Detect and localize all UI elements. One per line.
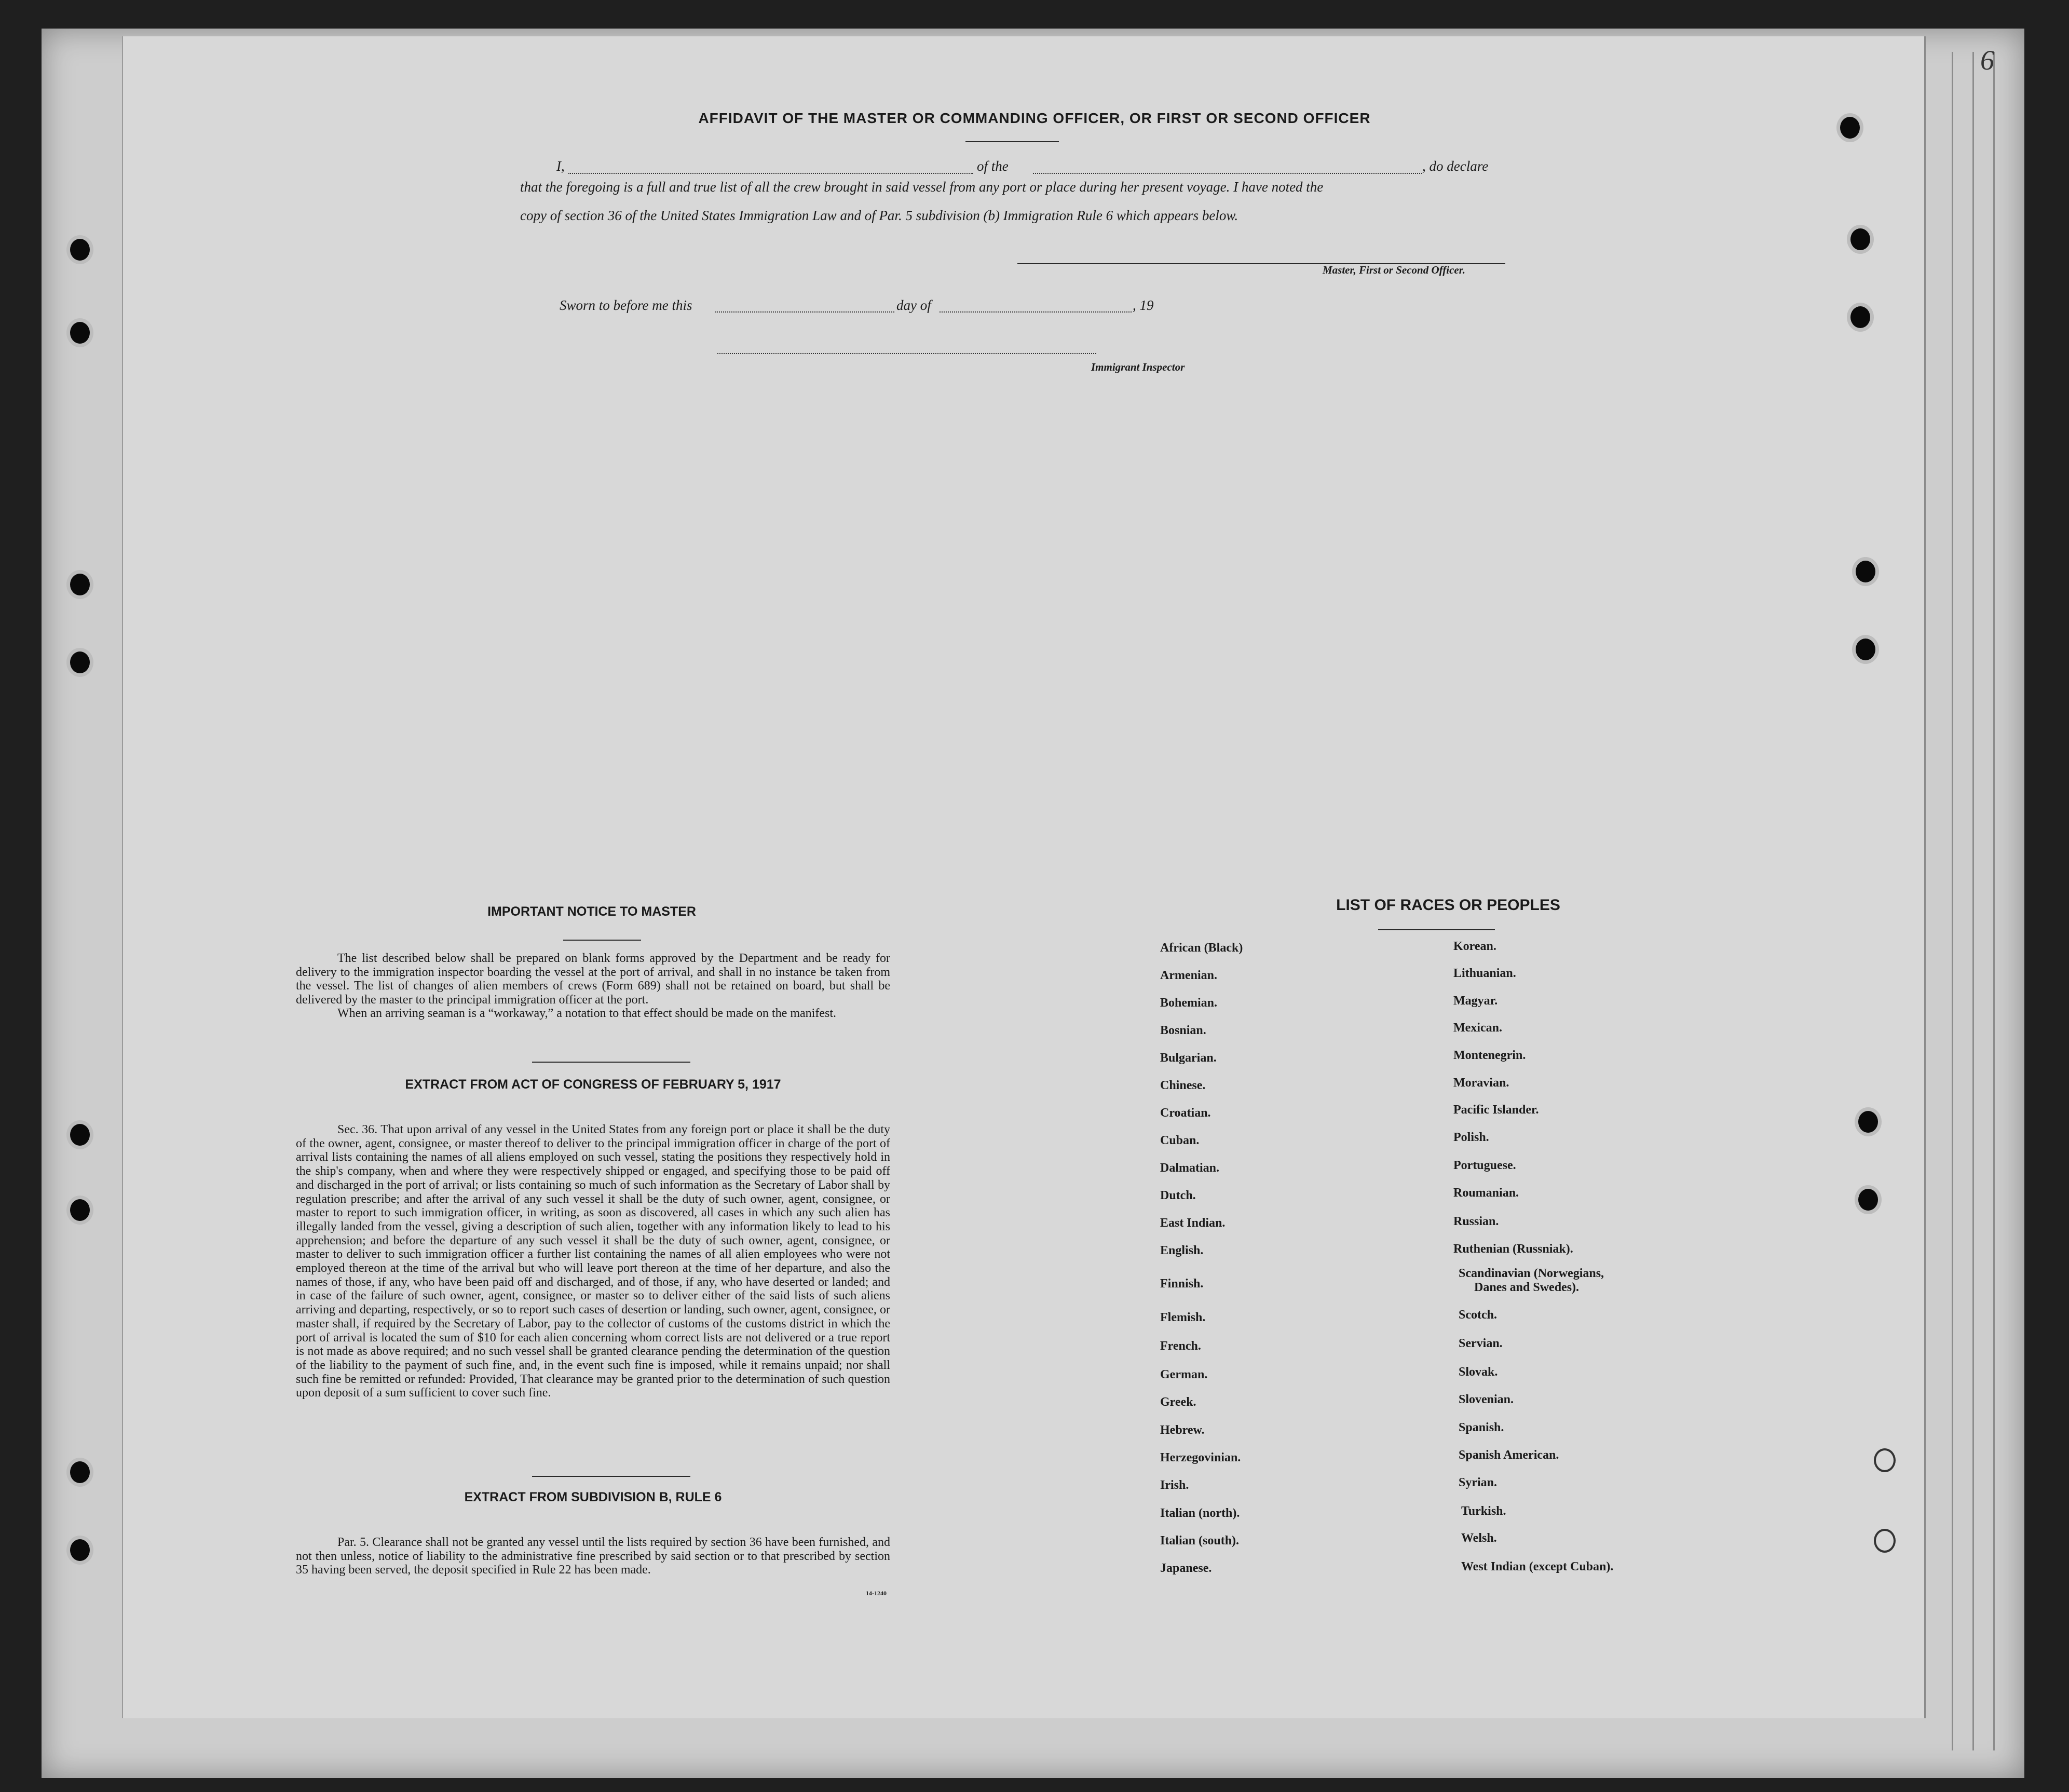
- section-36-text: Sec. 36. That upon arrival of any vessel in the United States from any foreign port or place it shall be the duty of the owner, agent, consignee, or master thereof to deliver to the principal immigration officer in charge of the port of arrival lists containing the names of all aliens employed on such vessel, stating the positions they respectively hold in the ship's company, when and where they were respectively shipped or engaged, and specifying those to be paid off and discharged in the port of arrival; or lists containing so much of such information as the Secretary of Labor shall by regulation prescribe; and after the arrival of any such vessel it shall be the duty of such owner, agent, consignee, or master to report to such immigration officer, in writing, as soon as discovered, all cases in which any such alien has illegally landed from the vessel, giving a description of such alien, together with any information likely to lead to his apprehension; and before the departure of any such vessel it shall be the duty of such owner, agent, consignee, or master to deliver to such immigration officer a further list containing the names of all alien employees who were not employed thereon at the time of the arrival but who will leave port thereon at the time of her departure, and also the names of those, if any, who have been paid off and discharged, and of those, if any, who have deserted or landed; and in case of the failure of such owner, agent, consignee, or master so to deliver either of the said lists of such aliens arriving and departing, respectively, or so to report such cases of desertion or landing, such owner, agent, consignee, or master shall, if required by the Secretary of Labor, pay to the collector of customs of the customs district in which the port of arrival is located the sum of $10 for each alien concerning whom correct lists are not delivered or a true report is not made as above required; and no such vessel shall be granted clearance pending the determination of the question of the liability to the payment of such fine, and, in the event such fine is imposed, while it remains unpaid; nor shall such fine be remitted or refunded: Provided, That clearance may be granted prior to the determination of such question upon deposit of a sum sufficient to cover such fine.: [296, 1123, 890, 1400]
- binding-hole-icon: [70, 1124, 90, 1146]
- inspector-signature-field[interactable]: [717, 353, 1096, 354]
- notice-paragraph-2: When an arriving seaman is a “workaway,” a notation to that effect should be made on the manifest.: [337, 1007, 836, 1020]
- affidavit-i-label: I,: [556, 158, 565, 174]
- affidavit-line-2: that the foregoing is a full and true list of all the crew brought in said vessel from any port or place during her present voyage. I have noted the: [520, 179, 1324, 195]
- binding-hole-icon: [70, 574, 90, 595]
- race-left-item: Italian (north).: [1160, 1506, 1240, 1520]
- binding-hole-icon: [70, 322, 90, 344]
- race-left-item: Dutch.: [1160, 1189, 1196, 1202]
- page-edge-line: [1993, 52, 1995, 1750]
- race-left-item: English.: [1160, 1244, 1204, 1257]
- race-right-item: Slovenian.: [1459, 1393, 1514, 1406]
- form-number: 14-1240: [866, 1590, 887, 1597]
- race-right-item: Moravian.: [1453, 1076, 1509, 1090]
- race-right-item: Servian.: [1459, 1337, 1503, 1350]
- race-left-item: Herzegovinian.: [1160, 1451, 1241, 1464]
- page-edge-line: [1952, 52, 1953, 1750]
- inspector-label: Immigrant Inspector: [1091, 361, 1185, 373]
- race-left-item: Bulgarian.: [1160, 1051, 1217, 1065]
- race-right-item: Syrian.: [1459, 1476, 1498, 1489]
- divider: [532, 1476, 690, 1477]
- extract-rule-title: EXTRACT FROM SUBDIVISION B, RULE 6: [464, 1490, 722, 1504]
- race-right-item: Korean.: [1453, 940, 1496, 953]
- race-right-item: Welsh.: [1461, 1531, 1497, 1545]
- race-left-item: Bohemian.: [1160, 996, 1218, 1010]
- divider: [965, 141, 1059, 142]
- binding-hole-icon: [70, 1539, 90, 1561]
- race-left-item: Finnish.: [1160, 1277, 1204, 1291]
- race-right-item: Turkish.: [1461, 1504, 1506, 1518]
- binding-hole-icon: [1858, 1111, 1878, 1133]
- declare-label: , do declare: [1422, 158, 1489, 174]
- race-right-item: Portuguese.: [1453, 1159, 1516, 1172]
- affidavit-line-3: copy of section 36 of the United States Immigration Law and of Par. 5 subdivision (b) Immigration Rule 6 which appears below.: [520, 208, 1238, 223]
- race-left-item: Armenian.: [1160, 969, 1217, 982]
- name-blank-field[interactable]: [568, 173, 973, 174]
- race-right-item: Spanish.: [1459, 1421, 1504, 1434]
- vessel-blank-field[interactable]: [1033, 173, 1422, 174]
- binding-hole-icon: [70, 651, 90, 673]
- page-number: 6: [1980, 45, 1994, 76]
- binding-hole-icon: [1858, 1189, 1878, 1211]
- of-the-label: of the: [977, 158, 1009, 174]
- binding-hole-icon: [1850, 228, 1870, 250]
- binding-hole-icon: [70, 239, 90, 261]
- binding-hole-icon: [70, 1461, 90, 1483]
- race-right-item: Pacific Islander.: [1453, 1103, 1539, 1117]
- race-right-item: Magyar.: [1453, 994, 1498, 1008]
- race-left-item: Italian (south).: [1160, 1534, 1240, 1547]
- divider: [532, 1062, 690, 1063]
- race-left-item: French.: [1160, 1339, 1201, 1353]
- race-right-item: Montenegrin.: [1453, 1049, 1526, 1062]
- race-right-item: Roumanian.: [1453, 1186, 1519, 1200]
- race-right-item: West Indian (except Cuban).: [1461, 1560, 1614, 1573]
- race-right-item: Mexican.: [1453, 1021, 1502, 1035]
- race-right-item: Scotch.: [1459, 1308, 1497, 1322]
- extract-act-title: EXTRACT FROM ACT OF CONGRESS OF FEBRUARY 5, 1917: [405, 1077, 781, 1092]
- race-left-item: Bosnian.: [1160, 1024, 1206, 1037]
- day-of-label: day of: [896, 297, 931, 313]
- race-left-item: Hebrew.: [1160, 1423, 1205, 1437]
- binding-hole-icon: [1856, 639, 1875, 660]
- race-right-item: Slovak.: [1459, 1365, 1498, 1379]
- sworn-day-field[interactable]: [715, 311, 894, 313]
- binding-hole-icon: [1850, 306, 1870, 328]
- race-right-item: Russian.: [1453, 1215, 1499, 1228]
- year-label: , 19: [1133, 297, 1154, 313]
- page-edge-line: [1972, 52, 1974, 1750]
- signature-label: Master, First or Second Officer.: [1323, 264, 1465, 276]
- race-left-item: German.: [1160, 1368, 1208, 1381]
- notice-paragraph-1: The list described below shall be prepared on blank forms approved by the Department and be ready for delivery to the immigration inspector boarding the vessel at the port of arrival, and shall in no instance be taken from the vessel. The list of changes of alien members of crews (Form 689) shall not be retained on board, but shall be delivered by the master to the principal immigration officer at the port.: [296, 952, 890, 1007]
- race-left-item: Greek.: [1160, 1395, 1196, 1409]
- divider: [563, 940, 641, 941]
- document-page: [122, 36, 1926, 1718]
- binding-hole-icon: [1874, 1529, 1896, 1553]
- notice-title: IMPORTANT NOTICE TO MASTER: [487, 904, 696, 919]
- sworn-label: Sworn to before me this: [560, 297, 692, 313]
- race-left-item: Cuban.: [1160, 1134, 1200, 1147]
- divider: [1378, 929, 1495, 930]
- race-right-item: Danes and Swedes).: [1474, 1281, 1580, 1294]
- race-right-item: Polish.: [1453, 1131, 1489, 1144]
- race-left-item: African (Black): [1160, 941, 1243, 955]
- race-right-item: Scandinavian (Norwegians,: [1459, 1267, 1604, 1280]
- race-right-item: Ruthenian (Russniak).: [1453, 1242, 1573, 1256]
- race-left-item: East Indian.: [1160, 1216, 1226, 1230]
- binding-hole-icon: [1856, 561, 1875, 582]
- binding-hole-icon: [1874, 1448, 1896, 1472]
- race-left-item: Chinese.: [1160, 1079, 1206, 1092]
- races-title: LIST OF RACES OR PEOPLES: [1336, 897, 1560, 914]
- sworn-month-field[interactable]: [940, 311, 1132, 313]
- race-left-item: Croatian.: [1160, 1106, 1211, 1120]
- affidavit-title: AFFIDAVIT OF THE MASTER OR COMMANDING OFFICER, OR FIRST OR SECOND OFFICER: [698, 110, 1371, 126]
- race-right-item: Lithuanian.: [1453, 967, 1516, 980]
- notice-text: [296, 952, 890, 1021]
- race-left-item: Dalmatian.: [1160, 1161, 1219, 1175]
- binding-hole-icon: [70, 1199, 90, 1221]
- race-left-item: Flemish.: [1160, 1311, 1206, 1324]
- race-right-item: Spanish American.: [1459, 1448, 1559, 1462]
- rule-6-text: Par. 5. Clearance shall not be granted any vessel until the lists required by section 36 have been furnished, and not then unless, notice of liability to the administrative fine prescribed by said section or to that prescribed by section 35 having been served, the deposit specified in Rule 22 has been made.: [296, 1536, 890, 1577]
- race-left-item: Irish.: [1160, 1478, 1189, 1492]
- race-left-item: Japanese.: [1160, 1562, 1212, 1575]
